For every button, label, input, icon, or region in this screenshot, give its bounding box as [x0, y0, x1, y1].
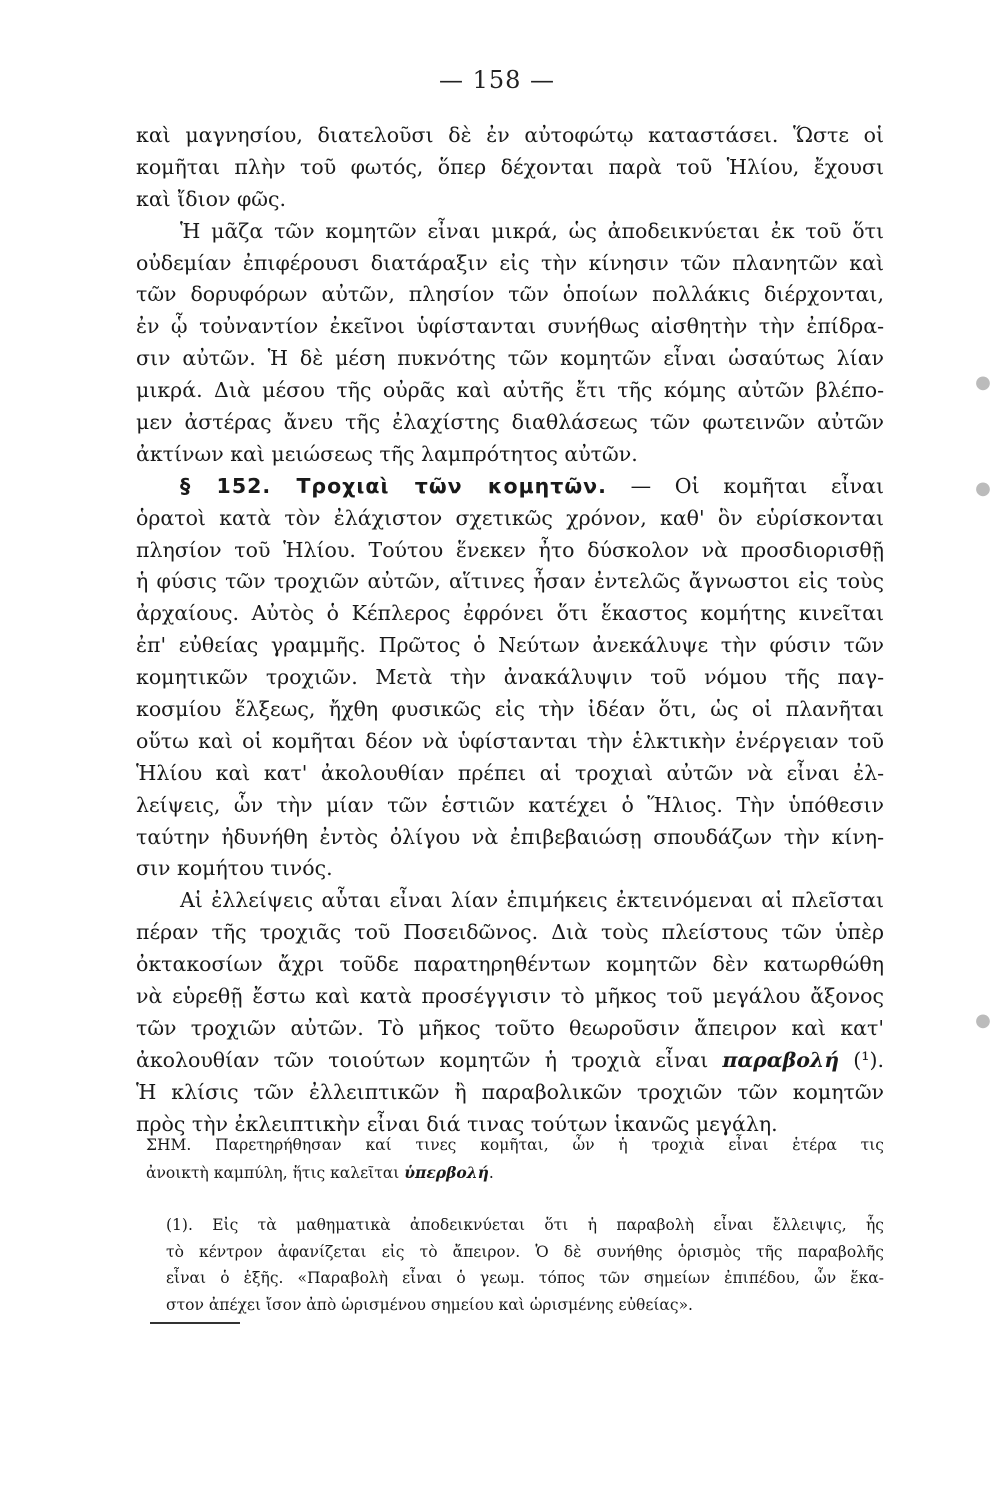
parabola-term: παραβολή: [722, 1047, 840, 1072]
text-line: ἐπ' εὐθείας γραμμῆς. Πρῶτος ὁ Νεύτων ἀνεκάλυψε τὴν φύσιν τῶν: [136, 633, 884, 658]
footnote-underline: [150, 1322, 240, 1324]
text-line: ἀρχαίους. Αὐτὸς ὁ Κέπλερος ἐφρόνει ὅτι ἕκαστος κομήτης κινεῖται: [136, 601, 884, 626]
text-line: Ἡλίου καὶ κατ' ἀκολουθίαν πρέπει αἱ τροχιαὶ αὐτῶν νὰ εἶναι ἐλ-: [136, 760, 884, 785]
text-line: πρὸς τὴν ἐκλειπτικὴν εἶναι διά τινας τούτων ἱκανῶς μεγάλη.: [136, 1111, 778, 1136]
footnote-line: (1). Εἰς τὰ μαθηματικὰ ἀποδεικνύεται ὅτι ἡ παραβολὴ εἶναι ἔλλειψις, ἧς: [166, 1216, 884, 1234]
note-segment-end: .: [488, 1164, 494, 1182]
text-line: κοσμίου ἕλξεως, ἤχθη φυσικῶς εἰς τὴν ἰδέαν ὅτι, ὡς οἱ πλανῆται: [136, 697, 884, 722]
text-line: Αἱ ἐλλείψεις αὗται εἶναι λίαν ἐπιμήκεις ἐκτεινόμεναι αἱ πλεῖσται: [180, 888, 884, 913]
text-line: σιν αὐτῶν. Ἡ δὲ μέση πυκνότης τῶν κομητῶν εἶναι ὡσαύτως λίαν: [136, 346, 884, 371]
footnote-line: τὸ κέντρον ἀφανίζεται εἰς τὸ ἄπειρον. Ὁ δὲ συνήθης ὁρισμὸς τῆς παραβολῆς: [166, 1242, 884, 1261]
page-edge-mark: ●: [975, 372, 991, 393]
text-line: οὕτω καὶ οἱ κομῆται δέον νὰ ὑφίστανται τὴν ἑλκτικὴν ἐνέργειαν τοῦ: [136, 728, 884, 753]
text-line: ἀκτίνων καὶ μειώσεως τῆς λαμπρότητος αὐτῶν.: [136, 441, 638, 466]
text-line: τῶν τροχιῶν αὐτῶν. Τὸ μῆκος τοῦτο θεωροῦσιν ἄπειρον καὶ κατ': [136, 1015, 884, 1040]
text-line: Ἡ κλίσις τῶν ἐλλειπτικῶν ἢ παραβολικῶν τροχιῶν τῶν κομητῶν: [136, 1079, 884, 1104]
text-line: σιν κομήτου τινός.: [136, 856, 333, 881]
text-line: πέραν τῆς τροχιᾶς τοῦ Ποσειδῶνος. Διὰ τοὺς πλείστους τῶν ὑπὲρ: [136, 920, 884, 945]
text-line: καὶ ἴδιον φῶς.: [136, 186, 287, 211]
page-number: — 158 —: [438, 66, 556, 94]
hyperbola-term: ὑπερβολή: [404, 1163, 489, 1182]
text-line: ταύτην ἠδυνήθη ἐντὸς ὀλίγου νὰ ἐπιβεβαιώσῃ σπουδάζων τὴν κίνη-: [136, 824, 884, 849]
note-segment: ἀνοικτὴ καμπύλη, ἥτις καλεῖται: [146, 1164, 405, 1182]
footnote-block: [166, 1212, 884, 1318]
note-line: [146, 1159, 884, 1186]
text-line-parabola: [136, 1045, 884, 1077]
text-line: κομητικῶν τροχιῶν. Μετὰ τὴν ἀνακάλυψιν τοῦ νόμου τῆς παγ-: [136, 665, 884, 690]
text-line: λείψεις, ὧν τὴν μίαν τῶν ἑστιῶν κατέχει ὁ Ἥλιος. Τὴν ὑπόθεσιν: [136, 792, 884, 817]
main-text: [136, 120, 884, 1141]
text-line: μικρά. Διὰ μέσου τῆς οὐρᾶς καὶ αὐτῆς ἔτι τῆς κόμης αὐτῶν βλέπο-: [136, 378, 884, 403]
footnote-line: εἶναι ὁ ἑξῆς. «Παραβολὴ εἶναι ὁ γεωμ. τόπος τῶν σημείων ἐπιπέδου, ὧν ἕκα-: [166, 1269, 884, 1287]
text-line: ἡ φύσις τῶν τροχιῶν αὐτῶν, αἵτινες ἦσαν ἐντελῶς ἄγνωστοι εἰς τοὺς: [136, 569, 884, 594]
text-line: καὶ μαγνησίου, διατελοῦσι δὲ ἐν αὐτοφώτῳ καταστάσει. Ὥστε οἱ: [136, 123, 884, 147]
note-block: [146, 1132, 884, 1186]
text-line: ὀκτακοσίων ἄχρι τοῦδε παρατηρηθέντων κομητῶν δὲν κατωρθώθη: [136, 952, 884, 977]
footnote-line: στον ἀπέχει ἴσον ἀπὸ ὡρισμένου σημείου καὶ ὡρισμένης εὐθείας».: [166, 1295, 693, 1314]
text-line: Ἡ μᾶζα τῶν κομητῶν εἶναι μικρά, ὡς ἀποδεικνύεται ἐκ τοῦ ὅτι: [180, 218, 884, 243]
page-edge-mark: ●: [975, 1010, 991, 1031]
page-edge-mark: ●: [975, 478, 991, 499]
section-heading-line: [136, 471, 884, 503]
text-line: ὁρατοὶ κατὰ τὸν ἐλάχιστον σχετικῶς χρόνον, καθ' ὃν εὑρίσκονται: [136, 505, 884, 530]
text-segment: ἀκολουθίαν τῶν τοιούτων κομητῶν ἡ τροχιὰ εἶναι: [136, 1047, 723, 1072]
text-line: μεν ἀστέρας ἄνευ τῆς ἐλαχίστης διαθλάσεως τῶν φωτεινῶν αὐτῶν: [136, 410, 884, 435]
text-line: οὐδεμίαν ἐπιφέρουσι διατάραξιν εἰς τὴν κίνησιν τῶν πλανητῶν καὶ: [136, 250, 884, 275]
text-line: τῶν δορυφόρων αὐτῶν, πλησίον τῶν ὁποίων πολλάκις διέρχονται,: [136, 282, 884, 307]
text-line: νὰ εὑρεθῇ ἔστω καὶ κατὰ προσέγγισιν τὸ μῆκος τοῦ μεγάλου ἄξονος: [136, 984, 884, 1009]
footnote-reference: (¹).: [839, 1047, 884, 1072]
section-heading-rest: — Οἱ κομῆται εἶναι: [606, 473, 884, 498]
note-line: ΣΗΜ. Παρετηρήθησαν καί τινες κομῆται, ὧν ἡ τροχιὰ εἶναι ἑτέρα τις: [146, 1136, 884, 1154]
text-line: ἐν ᾧ τοὐναντίον ἐκεῖνοι ὑφίστανται συνήθως αἰσθητὴν τὴν ἐπίδρα-: [136, 314, 884, 339]
text-line: κομῆται πλὴν τοῦ φωτός, ὅπερ δέχονται παρὰ τοῦ Ἡλίου, ἔχουσι: [136, 154, 884, 179]
section-heading: § 152. Τροχιαὶ τῶν κομητῶν.: [180, 473, 607, 498]
text-line: πλησίον τοῦ Ἡλίου. Τούτου ἕνεκεν ἦτο δύσκολον νὰ προσδιορισθῇ: [136, 537, 884, 562]
